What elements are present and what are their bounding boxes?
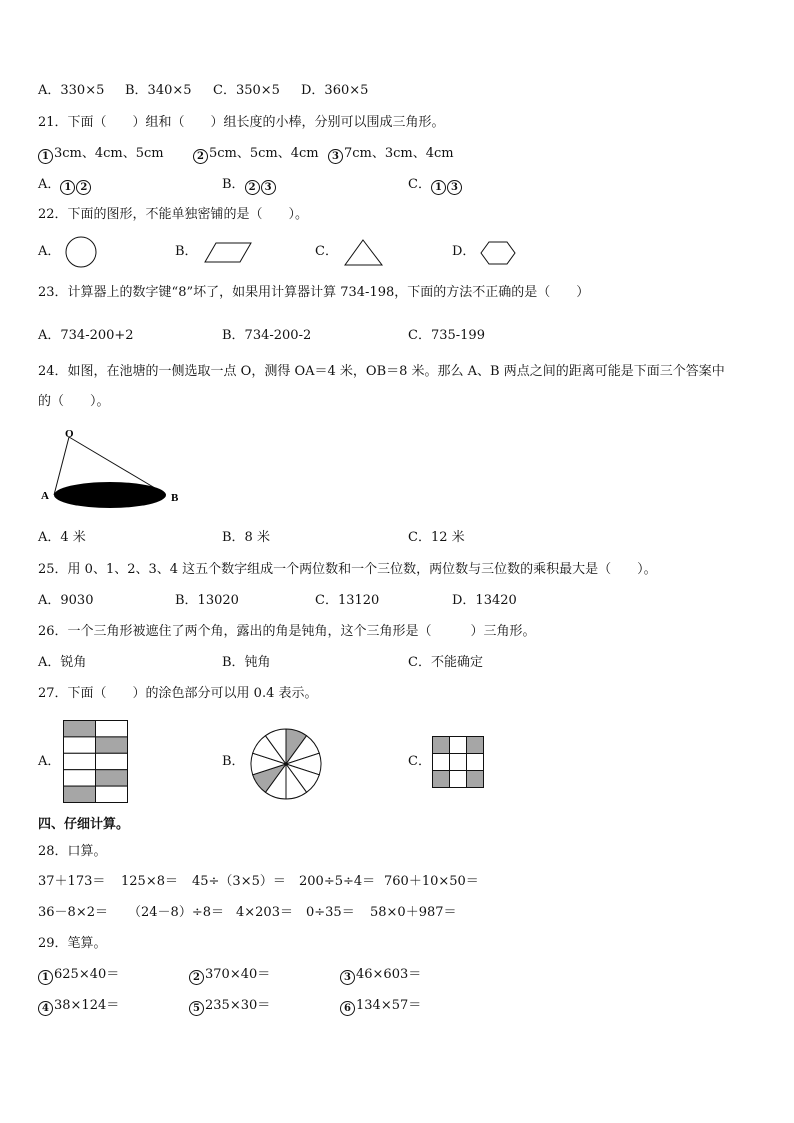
q29-stem: 29．笔算。: [38, 936, 107, 951]
section-4-title: 四、仔细计算。: [38, 817, 130, 832]
q22-option-c-label: C．: [315, 244, 338, 259]
label-o: O: [65, 428, 74, 440]
circled-number: 1: [60, 180, 75, 195]
q28-item: 125×8＝: [121, 874, 178, 889]
q21-group-2: [193, 145, 319, 164]
shaded-grid-a: [63, 720, 129, 804]
blank-cell: [96, 753, 128, 769]
q28-item: （24－8）÷8＝: [128, 905, 224, 920]
q29-item-text: 134×57＝: [356, 998, 422, 1013]
q21-group-1-text: 3cm、4cm、5cm: [54, 146, 164, 161]
q21-stem: 21．下面（ ）组和（ ）组长度的小棒，分别可以围成三角形。: [38, 115, 445, 130]
circled-number: 2: [193, 149, 208, 164]
blank-cell: [64, 753, 96, 769]
q24-stem-line1: 24．如图，在池塘的一侧选取一点 O，测得 OA＝4 米，OB＝8 米。那么 A、B 两点之间的距离可能是下面三个答案中: [38, 364, 725, 379]
parallelogram-icon: [204, 242, 252, 264]
label-b: B: [171, 492, 179, 504]
circled-number: 3: [447, 180, 462, 195]
q29-item-2: [189, 966, 270, 985]
q28-item: 58×0＋987＝: [370, 905, 457, 920]
shaded-grid-c: [432, 736, 486, 789]
blank-cell: [433, 754, 450, 771]
pond-figure: [38, 425, 188, 510]
circled-number: 3: [261, 180, 276, 195]
q25-option-b: B．13020: [175, 593, 239, 608]
q28-item: 0÷35＝: [306, 905, 355, 920]
q25-option-d: D．13420: [452, 593, 517, 608]
shaded-cell: [96, 737, 128, 753]
q29-item-3: [340, 966, 421, 985]
shaded-cell: [64, 786, 96, 802]
q21-option-c-label: C．: [408, 177, 431, 192]
q22-option-b-label: B．: [175, 244, 198, 259]
shaded-cell: [433, 737, 450, 754]
q23-stem: 23．计算器上的数字键“8”坏了，如果用计算器计算 734-198，下面的方法不正确的是（ ）: [38, 285, 590, 300]
q20-option-b: B．340×5: [125, 83, 192, 98]
q28-stem: 28．口算。: [38, 844, 107, 859]
q29-item-5: [189, 997, 270, 1016]
circled-number: 6: [340, 1001, 355, 1016]
q21-option-a: [38, 176, 92, 195]
q29-item-text: 370×40＝: [205, 967, 271, 982]
q29-item-1: [38, 966, 119, 985]
q21-group-3-text: 7cm、3cm、4cm: [344, 146, 454, 161]
circled-number: 5: [189, 1001, 204, 1016]
q21-option-c: [408, 176, 463, 195]
q23-option-c: C．735-199: [408, 328, 485, 343]
blank-cell: [450, 737, 467, 754]
pond-shape: [54, 482, 166, 508]
q29-item-text: 46×603＝: [356, 967, 422, 982]
hexagon-icon: [480, 241, 516, 265]
circled-number: 3: [328, 149, 343, 164]
shaded-cell: [433, 771, 450, 788]
blank-cell: [450, 771, 467, 788]
q23-option-b: B．734-200-2: [222, 328, 312, 343]
circled-number: 1: [431, 180, 446, 195]
q25-option-c: C．13120: [315, 593, 380, 608]
q27-option-a-label: A．: [38, 754, 61, 769]
q29-item-text: 625×40＝: [54, 967, 120, 982]
q29-item-text: 38×124＝: [54, 998, 120, 1013]
q28-item: 760＋10×50＝: [384, 874, 479, 889]
circled-number: 2: [76, 180, 91, 195]
circled-number: 4: [38, 1001, 53, 1016]
shaded-circle-b: [250, 728, 322, 800]
q21-group-2-text: 5cm、5cm、4cm: [209, 146, 319, 161]
q27-option-b-label: B．: [222, 754, 245, 769]
circled-number: 3: [340, 970, 355, 985]
q22-stem: 22．下面的图形，不能单独密铺的是（ ）。: [38, 207, 309, 222]
blank-cell: [450, 754, 467, 771]
blank-cell: [64, 770, 96, 786]
q28-item: 200÷5÷4＝: [299, 874, 376, 889]
triangle-icon: [344, 239, 384, 267]
blank-cell: [96, 721, 128, 737]
shaded-cell: [467, 737, 484, 754]
q26-option-b: B．钝角: [222, 655, 271, 670]
circled-number: 2: [189, 970, 204, 985]
q22-option-d-label: D．: [452, 244, 476, 259]
q28-item: 36－8×2＝: [38, 905, 108, 920]
q28-item: 4×203＝: [236, 905, 293, 920]
q28-item: 37＋173＝: [38, 874, 106, 889]
segment-oa: [54, 437, 69, 495]
q21-group-1: [38, 145, 164, 164]
q21-group-3: [328, 145, 454, 164]
q21-option-a-label: A．: [38, 177, 61, 192]
q24-option-b: B．8 米: [222, 530, 270, 545]
blank-cell: [64, 737, 96, 753]
circled-number: 1: [38, 970, 53, 985]
blank-cell: [467, 754, 484, 771]
q26-option-c: C．不能确定: [408, 655, 483, 670]
shaded-cell: [467, 771, 484, 788]
q26-stem: 26．一个三角形被遮住了两个角，露出的角是钝角，这个三角形是（ ）三角形。: [38, 624, 536, 639]
q24-option-a: A．4 米: [38, 530, 86, 545]
q27-option-c-label: C．: [408, 754, 431, 769]
q20-option-d: D．360×5: [301, 83, 369, 98]
q23-option-a: A．734-200+2: [38, 328, 134, 343]
q29-item-4: [38, 997, 119, 1016]
q22-option-a-label: A．: [38, 244, 61, 259]
q28-item: 45÷（3×5）＝: [192, 874, 286, 889]
shaded-cell: [96, 770, 128, 786]
circle-icon: [65, 236, 97, 268]
circled-number: 1: [38, 149, 53, 164]
q27-stem: 27．下面（ ）的涂色部分可以用 0.4 表示。: [38, 686, 318, 701]
q29-item-6: [340, 997, 421, 1016]
q24-option-c: C．12 米: [408, 530, 465, 545]
blank-cell: [96, 786, 128, 802]
shaded-cell: [64, 721, 96, 737]
q20-option-a: A．330×5: [38, 83, 105, 98]
q29-item-text: 235×30＝: [205, 998, 271, 1013]
circled-number: 2: [245, 180, 260, 195]
q24-stem-line2: 的（ ）。: [38, 394, 110, 409]
q21-option-b-label: B．: [222, 177, 245, 192]
q26-option-a: A．锐角: [38, 655, 87, 670]
q25-stem: 25．用 0、1、2、3、4 这五个数字组成一个两位数和一个三位数，两位数与三位数的乘积最大是（ ）。: [38, 562, 657, 577]
label-a: A: [41, 490, 49, 502]
q20-option-c: C．350×5: [213, 83, 280, 98]
q25-option-a: A．9030: [38, 593, 94, 608]
q21-option-b: [222, 176, 277, 195]
